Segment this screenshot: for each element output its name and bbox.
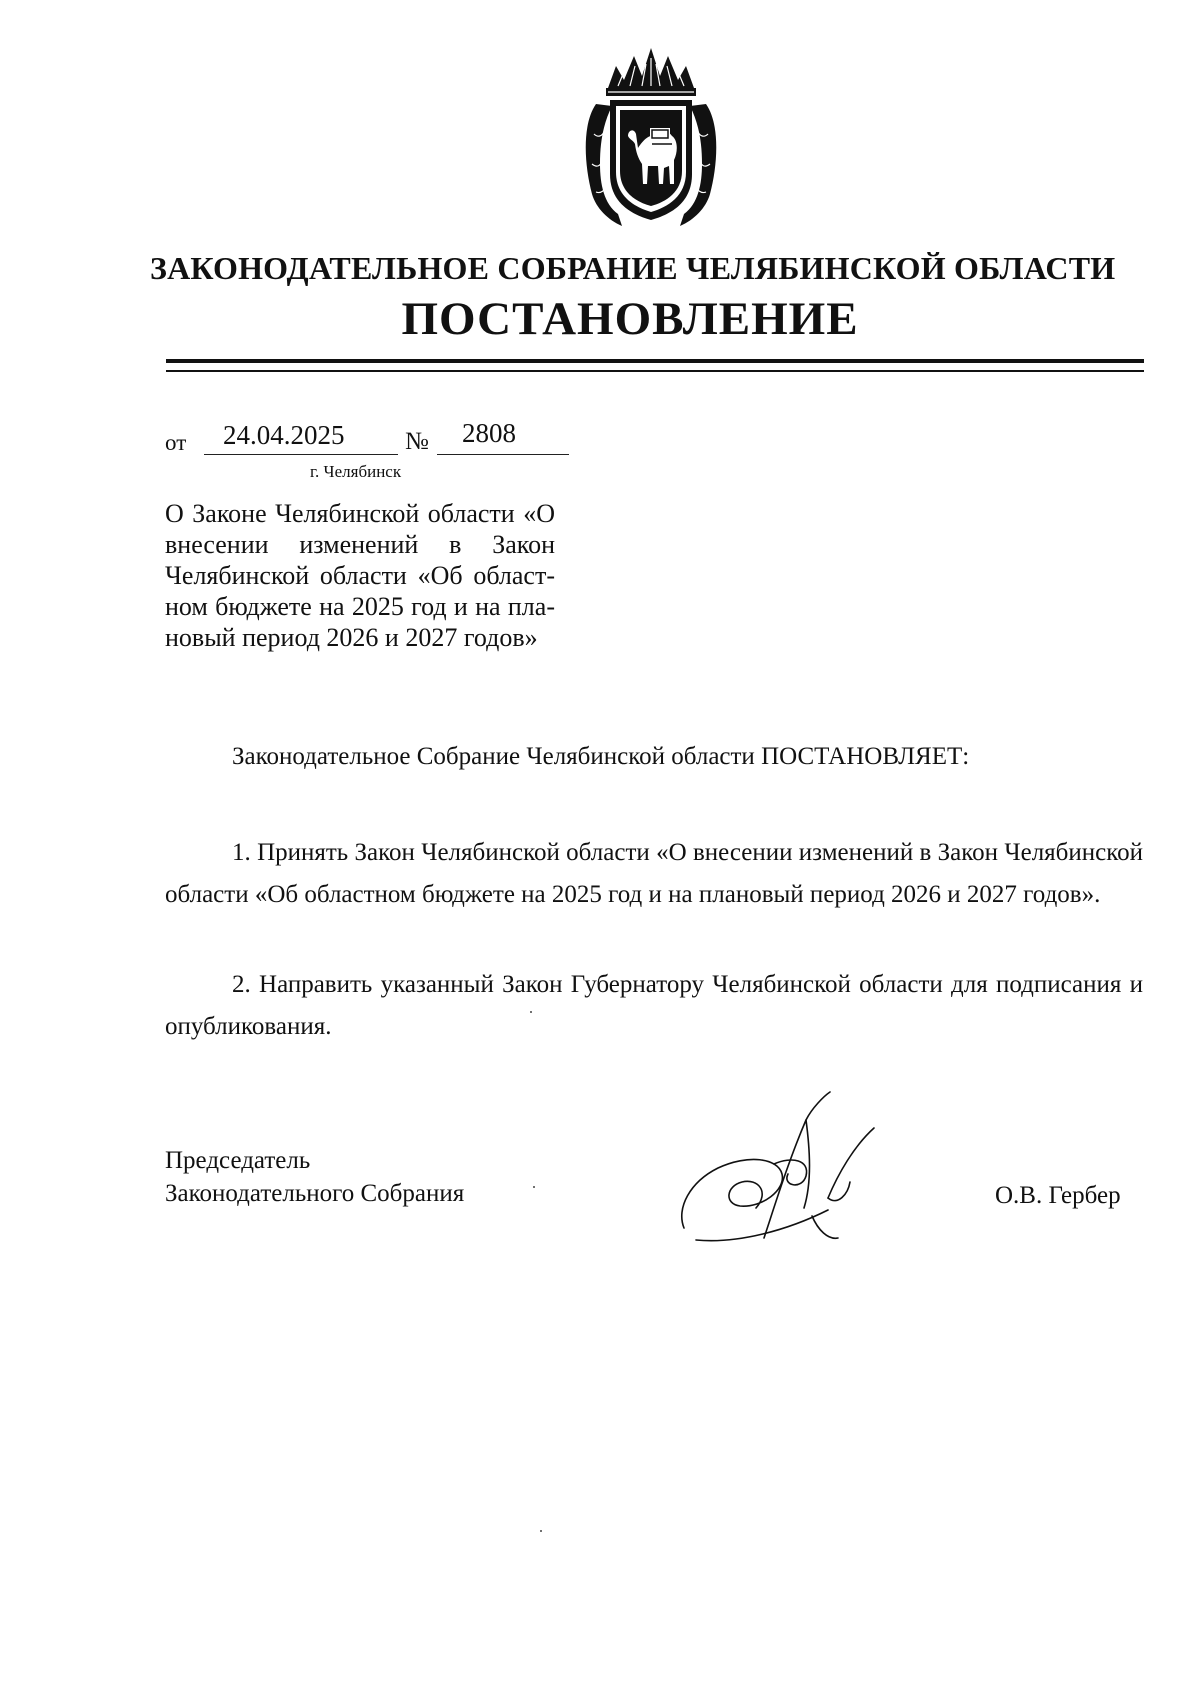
number-underline — [437, 454, 569, 455]
scan-speck — [540, 1530, 542, 1532]
signer-position-line-1: Председатель — [165, 1147, 311, 1174]
preamble: Законодательное Собрание Челябинской области ПОСТАНОВЛЯЕТ: — [232, 743, 970, 770]
date-underline — [204, 454, 398, 455]
city-label: г. Челябинск — [310, 462, 402, 481]
document-number: 2808 — [462, 418, 516, 448]
organization-title: ЗАКОНОДАТЕЛЬНОЕ СОБРАНИЕ ЧЕЛЯБИНСКОЙ ОБЛАСТИ — [150, 250, 1116, 286]
resolution-paragraph-1: 1. Принять Закон Челябинской области «О внесении изменений в Закон Челябинской области «Об областном бюджете на 2025 год и на плановый период 2026 и 2027 годов». — [165, 839, 1143, 908]
number-sign-label: № — [405, 428, 429, 455]
resolution-paragraph-2: 2. Направить указанный Закон Губернатору Челябинской области для подписания и опубликования. — [165, 971, 1143, 1040]
handwritten-signature — [678, 1090, 918, 1250]
signer-name: О.В. Гербер — [995, 1182, 1121, 1209]
date-prefix-label: от — [165, 430, 187, 455]
header-rule-thin — [166, 370, 1144, 372]
document-type-heading: ПОСТАНОВЛЕНИЕ — [401, 293, 859, 345]
document-subject: О Законе Челябинской области «О внесении изменений в Закон Челябинской области «Об областном бюджете на 2025 год и на плановый период 2026 и 2027 годов» — [165, 499, 555, 652]
scan-speck — [533, 1186, 535, 1188]
coat-of-arms-emblem — [578, 44, 724, 230]
scan-speck — [530, 1011, 532, 1013]
signer-position-line-2: Законодательного Собрания — [165, 1180, 465, 1207]
document-date: 24.04.2025 — [223, 420, 345, 450]
header-rule-thick — [166, 359, 1144, 363]
